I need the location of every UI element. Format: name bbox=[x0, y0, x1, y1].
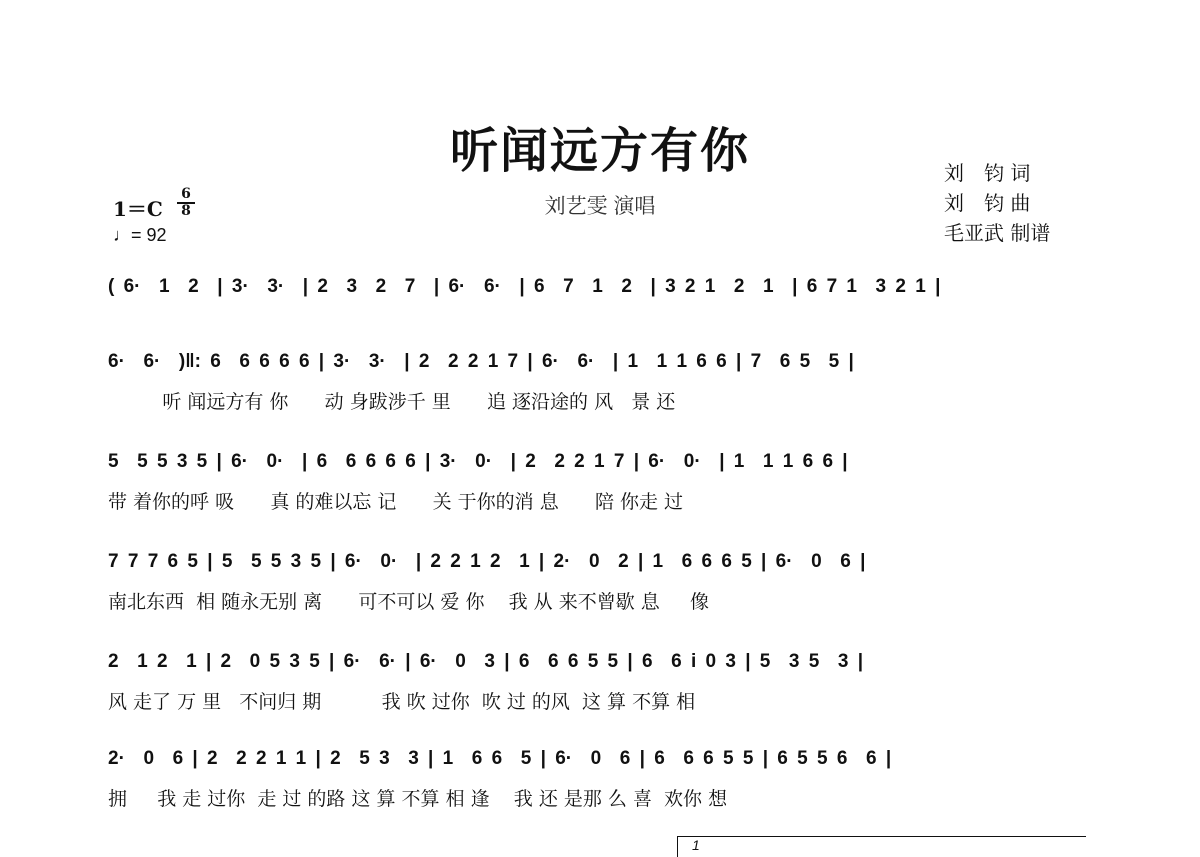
key-signature: 1＝C bbox=[113, 197, 163, 221]
performer-credit: 刘艺雯 演唱 bbox=[544, 195, 656, 218]
composer-credit: 刘 钧 曲 bbox=[944, 191, 1031, 215]
notation-line: ( 6· 1 2 | 3· 3· | 2 3 2 7 | 6· 6· | 6 7 1 2 | 3 2 1 2 1 | 6 7 1 3 2 1 | bbox=[108, 276, 941, 297]
notation-line: 2 1 2 1 | 2 0 5 3 5 | 6· 6· | 6· 0 3 | 6 6 6 5 5 | 6 6 i 0 3 | 5 3 5 3 | bbox=[108, 651, 864, 672]
notation-line: 2· 0 6 | 2 2 2 1 1 | 2 5 3 3 | 1 6 6 5 | 6· 0 6 | 6 6 6 5 5 | 6 5 5 6 6 | bbox=[108, 748, 892, 769]
credits-block bbox=[944, 158, 1050, 248]
lyrics-line: 带 着你的呼 吸 真 的难以忘 记 关 于你的消 息 陪 你走 过 bbox=[108, 491, 684, 513]
time-signature-bottom: 8 bbox=[181, 203, 191, 219]
lyrics-line: 拥 我 走 过你 走 过 的路 这 算 不算 相 逢 我 还 是那 么 喜 欢你 想 bbox=[108, 788, 728, 810]
ending-bracket bbox=[677, 836, 1086, 857]
tempo-marking: ♩= 92 bbox=[113, 225, 167, 245]
song-title: 听闻远方有你 bbox=[449, 123, 750, 179]
ending-number: 1 bbox=[692, 837, 700, 853]
lyrics-line: 南北东西 相 随永无别 离 可不可以 爱 你 我 从 来不曾歇 息 像 bbox=[108, 591, 709, 613]
lyrics-line: 听 闻远方有 你 动 身跋涉千 里 追 逐沿途的 风 景 还 bbox=[108, 391, 676, 413]
time-signature bbox=[175, 188, 197, 218]
notation-line: 6· 6· )‖: 6 6 6 6 6 | 3· 3· | 2 2 2 1 7 | 6· 6· | 1 1 1 6 6 | 7 6 5 5 | bbox=[108, 351, 854, 372]
lyrics-line: 风 走了 万 里 不问归 期 我 吹 过你 吹 过 的风 这 算 不算 相 bbox=[108, 691, 696, 713]
lyricist-credit: 刘 钧 词 bbox=[944, 161, 1031, 185]
notation-line: 7 7 7 6 5 | 5 5 5 3 5 | 6· 0· | 2 2 1 2 1 | 2· 0 2 | 1 6 6 6 5 | 6· 0 6 | bbox=[108, 551, 866, 572]
time-signature-top: 6 bbox=[181, 186, 191, 202]
notation-line: 5 5 5 3 5 | 6· 0· | 6 6 6 6 6 | 3· 0· | 2 2 2 1 7 | 6· 0· | 1 1 1 6 6 | bbox=[108, 451, 848, 472]
transcriber-credit: 毛亚武 制谱 bbox=[944, 221, 1051, 245]
